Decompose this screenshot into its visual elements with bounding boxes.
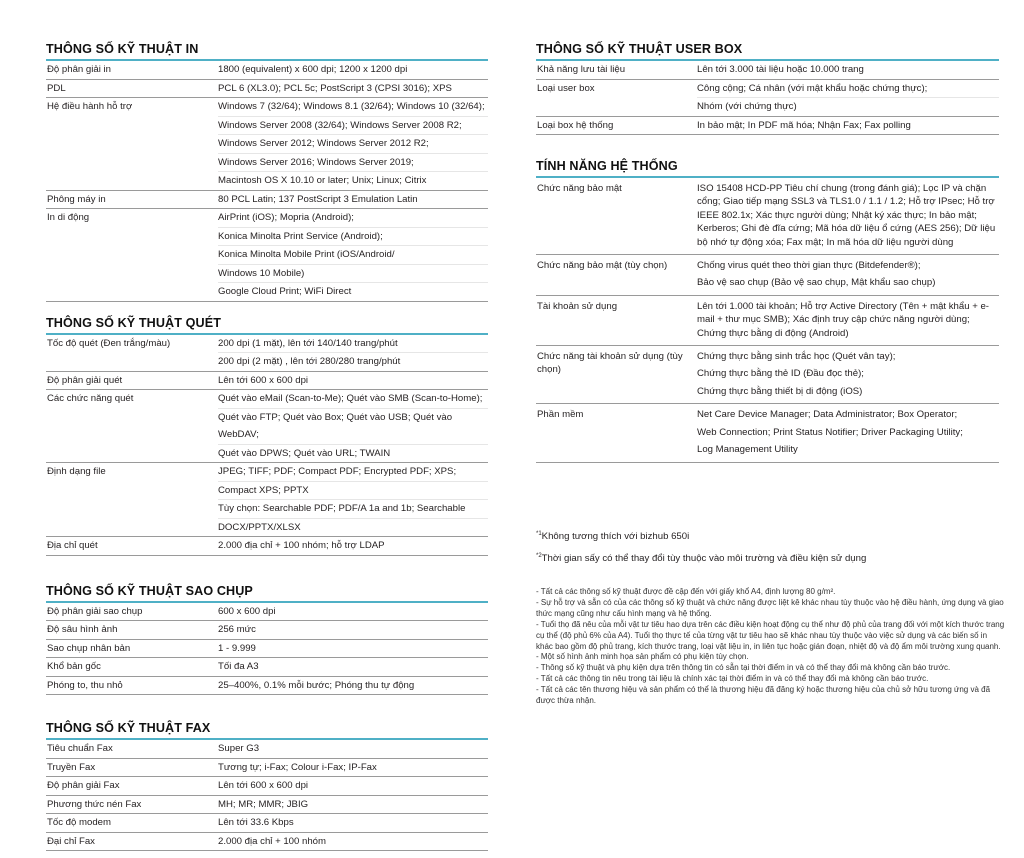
row-value: DOCX/PPTX/XLSX: [218, 518, 488, 537]
row-value: Super G3: [218, 743, 260, 754]
row-value: Macintosh OS X 10.10 or later; Unix; Linux; Citrix: [218, 171, 488, 190]
row-label: Phóng to, thu nhỏ: [47, 679, 123, 691]
row-values: [218, 759, 488, 777]
table-row: [46, 390, 488, 463]
row-label: Độ phân giải in: [47, 64, 112, 75]
row-value: 80 PCL Latin; 137 PostScript 3 Emulation Latin: [218, 193, 418, 205]
row-values: [218, 640, 488, 658]
row-value: Nhóm (với chứng thực): [697, 97, 999, 116]
print-spec-section: [46, 40, 488, 302]
table-row: [536, 346, 999, 404]
table-row: [46, 777, 488, 796]
row-value: Chứng thực bằng thẻ ID (Đầu đọc thẻ);: [697, 368, 864, 380]
fax-spec-section: [46, 719, 488, 851]
table-row: [46, 61, 488, 80]
table-row: [536, 404, 999, 462]
section-title: THÔNG SỐ KỸ THUẬT IN: [46, 40, 488, 61]
row-value: Lên tới 33.6 Kbps: [218, 817, 294, 828]
row-label: Địa chỉ quét: [47, 540, 98, 551]
row-value: 1 - 9.999: [218, 642, 256, 654]
row-value: Quét vào FTP; Quét vào Box; Quét vào USB; Quét vào WebDAV;: [218, 408, 488, 444]
row-label: Sao chụp nhân bản: [47, 642, 131, 654]
row-value: AirPrint (iOS); Mopria (Android);: [218, 212, 354, 223]
row-label: Tốc độ quét (Đen trắng/màu): [47, 337, 171, 349]
row-values: [697, 61, 999, 79]
copy-spec-section: [46, 582, 488, 696]
row-value: 256 mức: [218, 624, 256, 635]
row-values: [218, 814, 488, 832]
row-values: [218, 209, 488, 301]
table-row: [536, 80, 999, 117]
row-label: Phần mềm: [537, 409, 584, 421]
row-label: Truyền Fax: [47, 761, 96, 773]
row-label: Định dạng file: [47, 466, 106, 477]
row-values: [218, 796, 488, 814]
row-value: 200 dpi (2 mặt) , lên tới 280/280 trang/phút: [218, 352, 488, 371]
row-values: [697, 346, 999, 403]
row-values: [697, 80, 999, 116]
row-value: Quét vào DPWS; Quét vào URL; TWAIN: [218, 444, 488, 463]
section-title: THÔNG SỐ KỸ THUẬT USER BOX: [536, 40, 999, 61]
footnotes: [536, 528, 1006, 572]
note-line: - Một số hình ảnh minh họa sản phẩm có phụ kiện tùy chọn.: [536, 652, 749, 662]
table-row: [46, 740, 488, 759]
row-value: Tối đa A3: [218, 661, 259, 672]
row-values: [218, 191, 488, 209]
row-values: [697, 296, 999, 345]
row-label: Hệ điều hành hỗ trợ: [47, 101, 133, 112]
note-line: - Thông số kỹ thuật và phụ kiện dựa trên thông tin có sẵn tại thời điểm in và có thể thay đổi mà không cần báo trước.: [536, 663, 951, 673]
table-row: [46, 603, 488, 622]
table-row: [536, 117, 999, 136]
table-row: [536, 61, 999, 80]
right-column: [536, 40, 999, 463]
section-title: THÔNG SỐ KỸ THUẬT SAO CHỤP: [46, 582, 488, 603]
table-row: [46, 677, 488, 696]
row-values: [218, 740, 488, 758]
row-value: 25–400%, 0.1% mỗi bước; Phóng thu tự động: [218, 679, 415, 691]
row-label: Độ phân giải sao chụp: [47, 605, 143, 617]
row-value: In bảo mật; In PDF mã hóa; Nhận Fax; Fax polling: [697, 119, 911, 131]
footnote: [536, 550, 1006, 565]
row-value: Chứng thực bằng sinh trắc học (Quét vân tay);: [697, 351, 896, 363]
row-value: Log Management Utility: [697, 444, 798, 456]
table-row: [536, 178, 999, 255]
row-values: [218, 61, 488, 79]
row-label: Tài khoản sử dụng: [537, 300, 618, 312]
row-value: Tương tự; i-Fax; Colour i-Fax; IP-Fax: [218, 761, 377, 773]
note-line: - Sự hỗ trợ và sẵn có của các thông số kỹ thuật và chức năng được liệt kê khác nhau tùy thuộc vào hệ điều hành, ứng dụng và giao thức mạng cũng như cấu hình mạng và hệ thống.: [536, 597, 1004, 618]
row-values: [218, 335, 488, 371]
row-values: [218, 603, 488, 621]
row-value: ISO 15408 HCD-PP Tiêu chí chung (trong đánh giá); Lọc IP và chặn cổng; Giao tiếp mạng SSL3 và TLS1.0 / 1.1 / 1.2; Hỗ trợ IPsec; Hỗ trợ IEEE 802.1x; Xác thực người dùng; Nhật ký xác thực; In bảo mật; Kerberos; Ghi đè đĩa cứng; Mã hóa dữ liệu ổ cứng (AES 256); Dữ liệu bộ nhớ tự động xóa; Fax mật; In mã hóa dữ liệu người dùng: [697, 183, 996, 248]
row-value: 2.000 địa chỉ + 100 nhóm: [218, 835, 327, 847]
row-value: Bảo vệ sao chụp (Bảo vệ sao chụp, Mật khẩu sao chụp): [697, 277, 936, 289]
row-label: Độ phân giải quét: [47, 374, 123, 386]
table-row: [46, 759, 488, 778]
row-value: Windows 7 (32/64); Windows 8.1 (32/64); Windows 10 (32/64);: [218, 101, 485, 112]
row-value: Lên tới 3.000 tài liệu hoặc 10.000 trang: [697, 64, 864, 75]
table-row: [46, 463, 488, 537]
section-title: THÔNG SỐ KỸ THUẬT QUÉT: [46, 314, 488, 335]
table-row: [536, 296, 999, 346]
row-values: [697, 404, 999, 461]
table-row: [46, 191, 488, 210]
row-value: Konica Minolta Mobile Print (iOS/Android/: [218, 245, 488, 264]
row-label: Chức năng tài khoản sử dụng (tùy chọn): [537, 351, 683, 376]
row-label: Chức năng bảo mật (tùy chọn): [537, 260, 668, 272]
footnote-text: Thời gian sấy có thể thay đổi tùy thuộc vào môi trường và điều kiện sử dụng: [541, 553, 867, 565]
note-line: - Tất cả các thông số kỹ thuật được đề cập đến với giấy khổ A4, định lượng 80 g/m².: [536, 587, 836, 596]
row-label: Tốc độ modem: [47, 817, 111, 828]
system-features-section: [536, 157, 999, 463]
footnote: [536, 528, 1006, 543]
row-value: Net Care Device Manager; Data Administrator; Box Operator;: [697, 409, 958, 421]
row-value: Windows 10 Mobile): [218, 264, 488, 283]
row-label: Tiêu chuẩn Fax: [47, 743, 113, 754]
table-row: [46, 80, 488, 99]
table-row: [46, 98, 488, 191]
row-values: [218, 463, 488, 536]
table-row: [46, 796, 488, 815]
row-value: Google Cloud Print; WiFi Direct: [218, 282, 488, 301]
spec-table: [536, 178, 999, 463]
footnote-mark: *2: [536, 553, 542, 560]
row-label: Các chức năng quét: [47, 393, 134, 404]
footnote-mark: *1: [536, 531, 542, 537]
row-label: In di động: [47, 212, 90, 223]
row-label: Phương thức nén Fax: [47, 798, 142, 810]
row-values: [218, 537, 488, 555]
scan-spec-section: [46, 314, 488, 556]
row-value: 200 dpi (1 mặt), lên tới 140/140 trang/phút: [218, 337, 398, 349]
table-row: [46, 640, 488, 659]
row-value: Lên tới 600 x 600 dpi: [218, 374, 309, 386]
row-value: Lên tới 600 x 600 dpi: [218, 780, 309, 791]
row-label: Độ sâu hình ảnh: [47, 624, 118, 635]
row-value: 2.000 địa chỉ + 100 nhóm; hỗ trợ LDAP: [218, 540, 385, 551]
row-values: [218, 372, 488, 390]
row-value: Windows Server 2008 (32/64); Windows Server 2008 R2;: [218, 116, 488, 135]
table-row: [46, 335, 488, 372]
row-value: Windows Server 2016; Windows Server 2019;: [218, 153, 488, 172]
row-values: [218, 833, 488, 851]
table-row: [46, 621, 488, 640]
spec-table: [46, 740, 488, 851]
note-line: - Tuổi thọ đã nêu của mỗi vật tư tiêu hao dựa trên các điều kiện hoạt động cụ thể như độ phủ của trang đối với một kích thước trang cụ thể (độ phủ 6% của A4). Tuổi thọ thực tế của từng vật tư tiêu hao sẽ khác nhau tùy thuộc vào việc sử dụng và các biến số in khác bao gồm độ phủ trang, kích thước trang, loại vật liệu in, in liên tục hoặc gián đoạn, nhiệt độ và độ ẩm môi trường xung quanh.: [536, 619, 1005, 651]
userbox-spec-section: [536, 40, 999, 135]
row-label: Phông máy in: [47, 193, 106, 205]
row-values: [218, 98, 488, 190]
footnote-text: Không tương thích với bizhub 650i: [541, 531, 690, 543]
row-value: Lên tới 1.000 tài khoản; Hỗ trợ Active Directory (Tên + mật khẩu + e-mail + thư mục SMB); Xác định truy cập chức năng người dùng; Chứng thực bằng di động (Android): [697, 300, 990, 339]
row-value: MH; MR; MMR; JBIG: [218, 798, 309, 810]
row-value: Konica Minolta Print Service (Android);: [218, 227, 488, 246]
row-value: Compact XPS; PPTX: [218, 481, 488, 500]
table-row: [46, 537, 488, 556]
row-values: [697, 255, 999, 295]
table-row: [46, 209, 488, 302]
row-values: [218, 621, 488, 639]
table-row: [46, 658, 488, 677]
row-value: Tùy chọn: Searchable PDF; PDF/A 1a and 1b; Searchable: [218, 499, 488, 518]
spec-table: [536, 61, 999, 135]
row-values: [218, 777, 488, 795]
row-value: Công cộng; Cá nhân (với mật khẩu hoặc chứng thực);: [697, 82, 928, 94]
table-row: [46, 833, 488, 852]
row-value: PCL 6 (XL3.0); PCL 5c; PostScript 3 (CPSI 3016); XPS: [218, 82, 452, 94]
left-column: [46, 40, 488, 851]
row-label: Loại box hệ thống: [537, 119, 614, 131]
row-value: Chống virus quét theo thời gian thực (Bitdefender®);: [697, 260, 921, 272]
note-line: - Tất cả các tên thương hiệu và sản phẩm có thể là thương hiệu đã đăng ký hoặc thương hiệu của chủ sở hữu tương ứng và đã được thừa nhận.: [536, 685, 991, 706]
row-value: 1800 (equivalent) x 600 dpi; 1200 x 1200 dpi: [218, 64, 408, 75]
spec-table: [46, 603, 488, 696]
spec-table: [46, 335, 488, 556]
note-line: - Tất cả các thông tin nêu trong tài liệu là chính xác tại thời điểm in và có thể thay đổi mà không cần báo trước.: [536, 674, 929, 684]
row-values: [218, 677, 488, 695]
row-values: [218, 658, 488, 676]
table-row: [46, 372, 488, 391]
row-label: Đại chỉ Fax: [47, 835, 95, 847]
section-title: TÍNH NĂNG HỆ THỐNG: [536, 157, 999, 178]
row-value: JPEG; TIFF; PDF; Compact PDF; Encrypted PDF; XPS;: [218, 466, 457, 477]
row-label: Chức năng bảo mật: [537, 183, 622, 194]
row-value: Quét vào eMail (Scan-to-Me); Quét vào SMB (Scan-to-Home);: [218, 393, 483, 404]
row-label: Độ phân giải Fax: [47, 780, 120, 791]
row-value: 600 x 600 dpi: [218, 605, 276, 617]
row-values: [697, 117, 999, 135]
row-values: [218, 80, 488, 98]
row-label: Loại user box: [537, 82, 595, 94]
row-label: Khả năng lưu tài liệu: [537, 64, 626, 75]
spec-table: [46, 61, 488, 302]
row-label: Khổ bản gốc: [47, 661, 101, 672]
row-values: [218, 390, 488, 462]
table-row: [46, 814, 488, 833]
section-title: THÔNG SỐ KỸ THUẬT FAX: [46, 719, 488, 740]
table-row: [536, 255, 999, 296]
row-value: Windows Server 2012; Windows Server 2012 R2;: [218, 134, 488, 153]
row-label: PDL: [47, 82, 66, 94]
row-value: Chứng thực bằng thiết bị di động (iOS): [697, 385, 863, 397]
row-value: Web Connection; Print Status Notifier; Driver Packaging Utility;: [697, 426, 963, 438]
row-values: [697, 178, 999, 254]
disclaimer-notes: [536, 587, 1006, 707]
